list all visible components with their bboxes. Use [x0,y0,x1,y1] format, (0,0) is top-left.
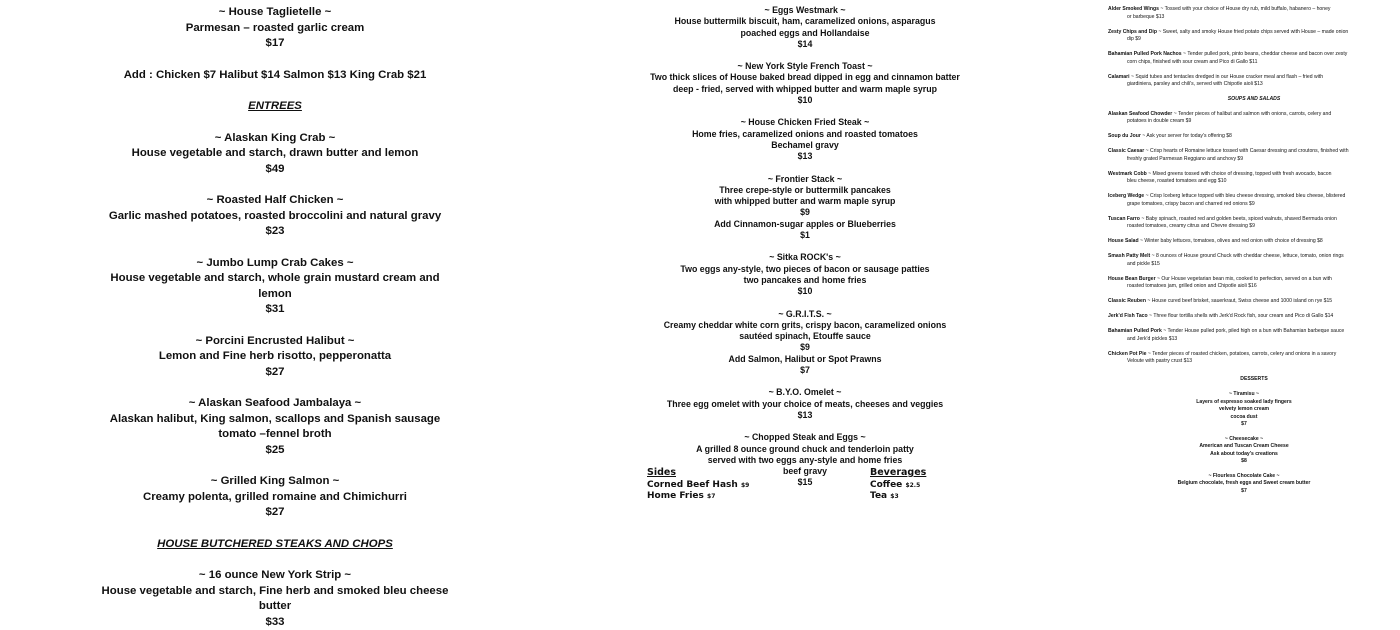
item-addon-price: $1 [640,230,970,241]
item-title: ~ Eggs Westmark ~ [640,5,970,16]
item-desc: two pancakes and home fries [640,275,970,286]
sides-list [647,468,749,503]
item-title: ~ Sitka ROCK's ~ [640,252,970,263]
item-price: $9 [640,342,970,353]
item-desc: House vegetable and starch, Fine herb and smoked bleu cheese butter [100,584,450,615]
item-price: $17 [100,36,450,52]
list-item [1108,298,1400,306]
entry-desc: ~ Baby spinach, roasted red and golden beets, spiced walnuts, shaved Bermuda onion [1141,216,1337,222]
item-title: ~ Tiramisu ~ [1108,391,1380,399]
item-desc: Three egg omelet with your choice of meats, cheeses and veggies [640,399,970,410]
list-item [1108,111,1400,126]
item-title: ~ Frontier Stack ~ [640,174,970,185]
menu-item-french-toast [640,61,970,106]
section-heading-soups-salads: SOUPS AND SALADS [1108,96,1400,104]
entry-continuation: or barbeque $13 [1108,14,1400,22]
item-price: $14 [640,39,970,50]
list-item [1108,133,1400,141]
soups-salads-list [1108,111,1400,246]
item-desc: velvety lemon cream [1108,406,1380,414]
item-desc: American and Tuscan Cream Cheese [1108,443,1380,451]
entry-line [1108,193,1400,201]
entry-desc: ~ Tender pieces of roasted chicken, potatoes, carrots, celery and onions in a savory [1148,351,1336,357]
entry-continuation: roasted tomatoes, creamy citrus and Chevre dressing $9 [1108,223,1400,231]
item-price: $31 [100,302,450,318]
item-desc: Bechamel gravy [640,140,970,151]
menu-item-taglietelle [100,5,450,52]
entry-name: House Bean Burger [1108,276,1156,282]
item-price: $13 [640,151,970,162]
beverages-heading: Beverages [870,468,926,479]
section-heading-entrees: ENTREES [100,99,450,115]
entry-name: Bahamian Pulled Pork [1108,328,1162,334]
item-desc: Creamy cheddar white corn grits, crispy bacon, caramelized onions [640,320,970,331]
starters-list [1108,6,1400,89]
entry-desc: ~ Squid tubes and tentacles dredged in our House cracker meal and flash – fried with [1131,74,1323,80]
entry-name: Iceberg Wedge [1108,193,1144,199]
entry-line [1108,351,1400,359]
item-desc: A grilled 8 ounce ground chuck and tenderloin patty [640,444,970,455]
menu-item-chicken-fried-steak [640,117,970,162]
item-addon-price: $7 [640,365,970,376]
item-desc: beef gravy [640,466,970,477]
entry-continuation: roasted tomatoes jam, grilled onion and Chipotle aioli $16 [1108,283,1400,291]
menu-item-byo-omelet [640,387,970,421]
item-title: ~ Jumbo Lump Crab Cakes ~ [100,256,450,272]
item-desc: deep - fried, served with whipped butter and warm maple syrup [640,84,970,95]
sandwiches-list [1108,253,1400,366]
entry-line [1108,51,1400,59]
item-title: ~ Porcini Encrusted Halibut ~ [100,334,450,350]
entry-line [1108,298,1400,306]
item-price: $7 [1108,488,1380,496]
menu-item-alaskan-king-crab [100,131,450,178]
entry-continuation: freshly grated Parmesan Reggiano and anchovy $9 [1108,156,1400,164]
item-price: $27 [100,505,450,521]
item-desc: Home fries, caramelized onions and roasted tomatoes [640,129,970,140]
add-on-line: Add : Chicken $7 Halibut $14 Salmon $13 King Crab $21 [100,68,450,84]
entry-continuation: Veloute with pastry crust $13 [1108,358,1400,366]
beverage-item: Coffee $2.5 [870,480,926,492]
entry-line [1108,6,1400,14]
item-title: ~ Grilled King Salmon ~ [100,474,450,490]
item-title: ~ Cheesecake ~ [1108,436,1380,444]
entry-line [1108,328,1400,336]
item-price: $49 [100,162,450,178]
list-item [1108,171,1400,186]
entry-desc: ~ Tender pulled pork, pinto beans, cheddar cheese and bacon over zesty [1183,51,1347,57]
item-title: ~ Roasted Half Chicken ~ [100,193,450,209]
item-price: $25 [100,443,450,459]
item-desc: House vegetable and starch, drawn butter and lemon [100,146,450,162]
list-item [1108,148,1400,163]
sides-heading: Sides [647,468,749,479]
list-item [1108,74,1400,89]
entry-desc: ~ House cured beef brisket, sauerkraut, Swiss cheese and 1000 island on rye $15 [1147,298,1332,304]
item-desc: Alaskan halibut, King salmon, scallops and Spanish sausage [100,412,450,428]
list-item [1108,351,1400,366]
item-price: $10 [640,286,970,297]
entry-line [1108,29,1400,37]
entry-desc: ~ Crisp Iceberg lettuce topped with bleu cheese dressing, smoked bleu cheese, blistered [1146,193,1346,199]
entry-name: Zesty Chips and Dip [1108,29,1157,35]
item-title: ~ House Taglietelle ~ [100,5,450,21]
menu-item-jambalaya [100,396,450,458]
dessert-item [1108,473,1400,496]
entry-line [1108,148,1400,156]
entry-line [1108,171,1400,179]
entry-name: Bahamian Pulled Pork Nachos [1108,51,1182,57]
item-title: ~ House Chicken Fried Steak ~ [640,117,970,128]
entry-desc: ~ Winter baby lettuces, tomatoes, olives and red onion with choice of dressing $8 [1140,238,1323,244]
list-item [1108,238,1400,246]
item-price: $15 [640,477,970,488]
entry-name: Soup du Jour [1108,133,1141,139]
menu-item-frontier-stack [640,174,970,242]
entry-name: Smash Patty Melt [1108,253,1150,259]
entry-desc: ~ Three flour tortilla shells with Jerk'd Rock fish, sour cream and Pico di Gallo $14 [1149,313,1333,319]
item-desc: Layers of espresso soaked lady fingers [1108,399,1380,407]
entry-line [1108,111,1400,119]
entry-desc: ~ Tender pieces of halibut and salmon with onions, carrots, celery and [1174,111,1331,117]
item-desc: with whipped butter and warm maple syrup [640,196,970,207]
entry-name: Alaskan Seafood Chowder [1108,111,1172,117]
entry-line [1108,216,1400,224]
entry-continuation: and Jerk'd pickles $13 [1108,336,1400,344]
item-desc: cocoa dust [1108,414,1380,422]
menu-item-ny-strip [100,568,450,630]
entry-name: Calamari [1108,74,1130,80]
menu-item-roasted-half-chicken [100,193,450,240]
list-item [1108,51,1400,66]
entry-continuation: corn chips, finished with sour cream and Pico di Gallo $11 [1108,59,1400,67]
entry-name: Chicken Pot Pie [1108,351,1147,357]
entry-continuation: dip $9 [1108,36,1400,44]
menu-item-king-salmon [100,474,450,521]
item-price: $7 [1108,421,1380,429]
side-item: Corned Beef Hash $9 [647,480,749,492]
list-item [1108,328,1400,343]
entry-line [1108,253,1400,261]
item-desc: House vegetable and starch, whole grain mustard cream and lemon [100,271,450,302]
item-desc: Two eggs any-style, two pieces of bacon or sausage patties [640,264,970,275]
entry-desc: ~ 8 ounces of House ground Chuck with cheddar cheese, lettuce, tomato, onion rings [1152,253,1344,259]
list-item [1108,29,1400,44]
entry-name: Westmark Cobb [1108,171,1147,177]
item-desc: Two thick slices of House baked bread dipped in egg and cinnamon batter [640,72,970,83]
item-title: ~ New York Style French Toast ~ [640,61,970,72]
menu-item-sitka-rocks [640,252,970,297]
item-price: $27 [100,365,450,381]
item-title: ~ Alaskan King Crab ~ [100,131,450,147]
entry-line [1108,238,1400,246]
list-item [1108,253,1400,268]
entry-desc: ~ Ask your server for today's offering $8 [1142,133,1232,139]
entry-name: Alder Smoked Wings [1108,6,1159,12]
lunch-menu-panel [1108,0,1400,500]
item-addon: Add Salmon, Halibut or Spot Prawns [640,354,970,365]
entry-name: Tuscan Farro [1108,216,1140,222]
menu-item-grits [640,309,970,377]
entry-name: Classic Reuben [1108,298,1146,304]
section-heading-steaks: HOUSE BUTCHERED STEAKS AND CHOPS [100,537,450,553]
entry-desc: ~ Mixed greens tossed with choice of dressing, topped with fresh avocado, bacon [1148,171,1331,177]
entry-line [1108,276,1400,284]
entry-continuation: and pickle $15 [1108,261,1400,269]
item-price: $9 [640,207,970,218]
item-price: $23 [100,224,450,240]
item-price: $33 [100,615,450,630]
item-title: ~ Flourless Chocolate Cake ~ [1108,473,1380,481]
item-desc: Three crepe-style or buttermilk pancakes [640,185,970,196]
entry-line [1108,313,1400,321]
menu-item-eggs-westmark [640,5,970,50]
item-price: $13 [640,410,970,421]
entry-desc: ~ Tossed with your choice of House dry rub, mild buffalo, habanero – honey [1160,6,1330,12]
item-title: ~ B.Y.O. Omelet ~ [640,387,970,398]
dessert-item [1108,391,1400,429]
entry-continuation: bleu cheese, roasted tomatoes and egg $10 [1108,178,1400,186]
item-desc: served with two eggs any-style and home fries [640,455,970,466]
entry-desc: ~ Our House vegetarian bean mix, cooked to perfection, served on a bun with [1157,276,1332,282]
breakfast-menu-panel [640,0,970,500]
item-title: ~ 16 ounce New York Strip ~ [100,568,450,584]
entry-name: Jerk'd Fish Taco [1108,313,1148,319]
item-price: $8 [1108,458,1380,466]
entry-desc: ~ Tender House pulled pork, piled high on a bun with Bahamian barbeque sauce [1163,328,1344,334]
item-desc: Belgium chocolate, fresh eggs and Sweet cream butter [1108,480,1380,488]
item-desc: Lemon and Fine herb risotto, pepperonatta [100,349,450,365]
menu-item-crab-cakes [100,256,450,318]
dinner-menu-panel [100,0,450,500]
item-desc: Parmesan – roasted garlic cream [100,21,450,37]
entry-continuation: giardiniera, parsley and chili's, served with Chipotle aioli $13 [1108,81,1400,89]
entry-name: House Salad [1108,238,1139,244]
item-desc: Ask about today's creations [1108,451,1380,459]
entry-desc: ~ Crisp hearts of Romaine lettuce tossed with Caesar dressing and croutons, finished with [1146,148,1349,154]
beverages-list [870,468,926,503]
item-desc: Garlic mashed potatoes, roasted broccolini and natural gravy [100,209,450,225]
item-desc: House buttermilk biscuit, ham, caramelized onions, asparagus [640,16,970,27]
list-item [1108,276,1400,291]
desserts-list [1108,391,1400,495]
item-addon: Add Cinnamon-sugar apples or Blueberries [640,219,970,230]
item-price: $10 [640,95,970,106]
item-desc: poached eggs and Hollandaise [640,28,970,39]
item-desc: sautéed spinach, Etouffe sauce [640,331,970,342]
entry-continuation: potatoes in double cream $9 [1108,118,1400,126]
dessert-item [1108,436,1400,466]
item-desc: tomato –fennel broth [100,427,450,443]
list-item [1108,313,1400,321]
list-item [1108,193,1400,208]
section-heading-desserts: DESSERTS [1108,376,1400,384]
entry-continuation: grape tomatoes, crispy bacon and charred red onions $9 [1108,201,1400,209]
list-item [1108,216,1400,231]
entry-line [1108,133,1400,141]
item-title: ~ Alaskan Seafood Jambalaya ~ [100,396,450,412]
menu-item-porcini-halibut [100,334,450,381]
entry-name: Classic Caesar [1108,148,1144,154]
beverage-item: Tea $3 [870,491,926,503]
item-desc: Creamy polenta, grilled romaine and Chimichurri [100,490,450,506]
item-title: ~ Chopped Steak and Eggs ~ [640,432,970,443]
list-item [1108,6,1400,21]
entry-desc: ~ Sweet, salty and smoky House fried potato chips served with House – made onion [1158,29,1348,35]
entry-line [1108,74,1400,82]
item-title: ~ G.R.I.T.S. ~ [640,309,970,320]
side-item: Home Fries $7 [647,491,749,503]
